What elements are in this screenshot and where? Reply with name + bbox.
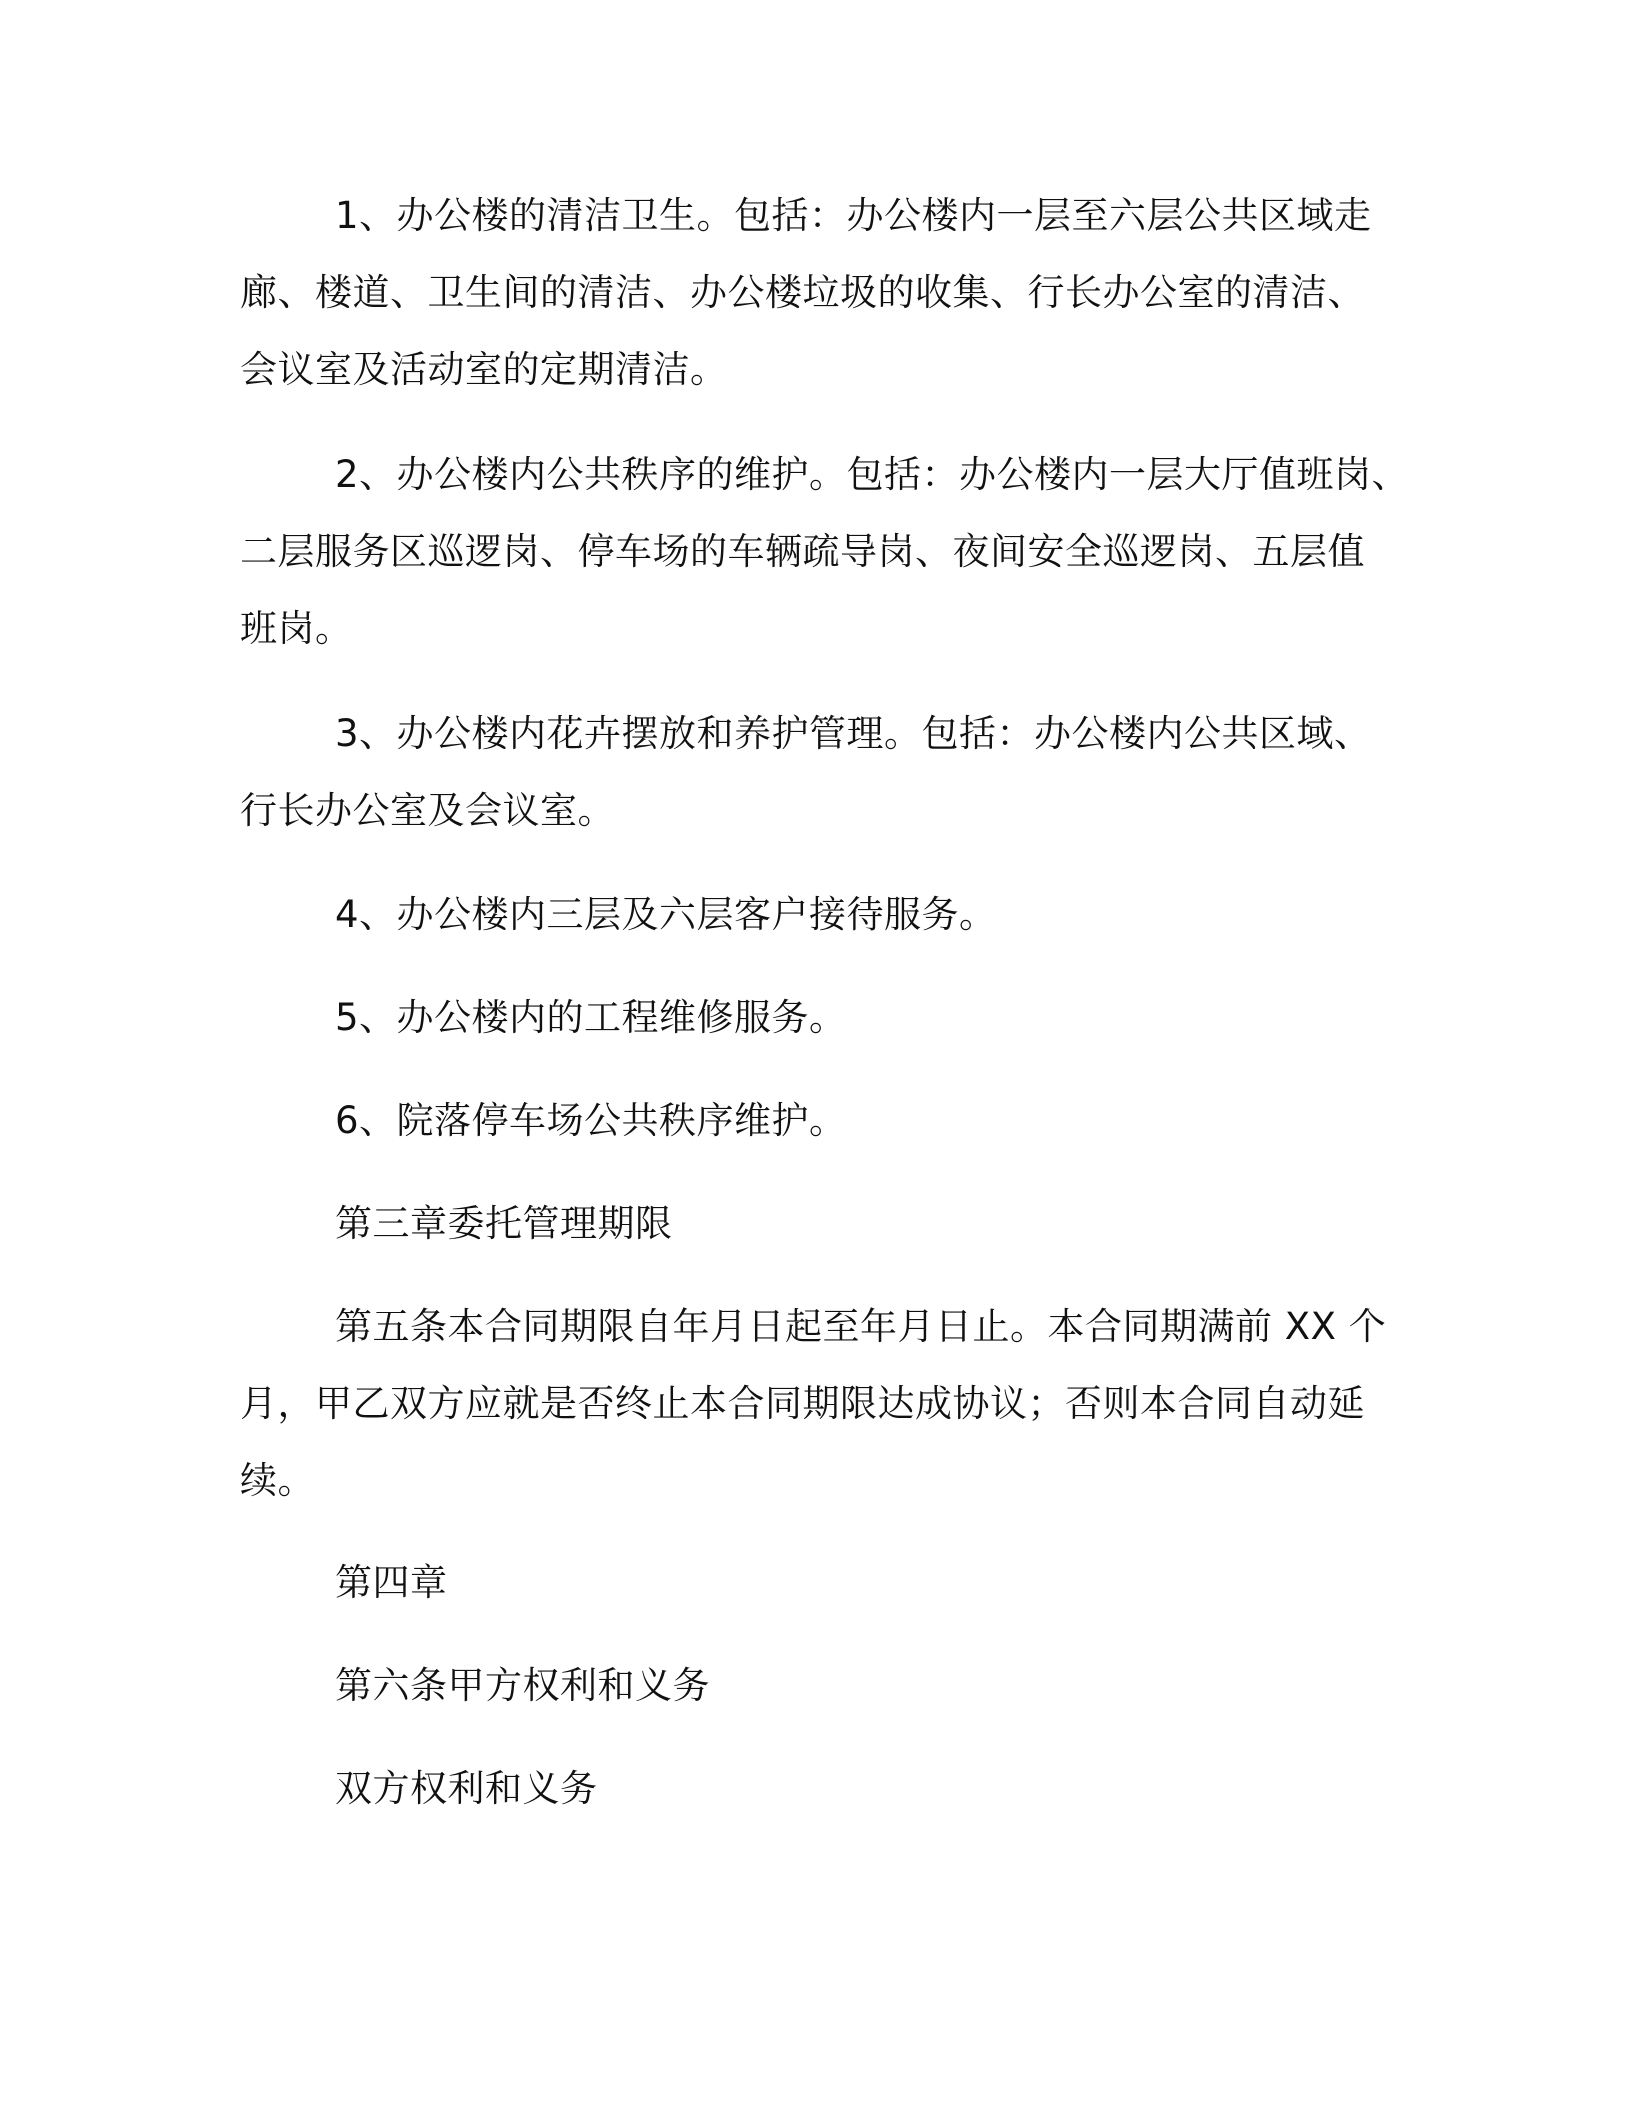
text-line: 二层服务区巡逻岗、停车场的车辆疏导岗、夜间安全巡逻岗、五层值 [240,530,1365,573]
text-line: 双方权利和义务 [335,1767,598,1810]
paragraph-item-6 [240,1082,1380,1159]
paragraph-item-2 [240,436,1410,667]
text-line: 5、办公楼内的工程维修服务。 [335,996,847,1039]
text-line: 2、办公楼内公共秩序的维护。包括：办公楼内一层大厅值班岗、 [335,453,1410,496]
text-line: 第四章 [335,1561,448,1604]
text-line: 廊、楼道、卫生间的清洁、办公楼垃圾的收集、行长办公室的清洁、 [240,271,1365,314]
text-line: 班岗。 [240,607,353,650]
paragraph-item-4 [240,876,1380,953]
text-line: 6、院落停车场公共秩序维护。 [335,1099,847,1142]
text-line: 第五条本合同期限自年月日起至年月日止。本合同期满前 XX 个 [335,1305,1387,1348]
paragraph-item-5 [240,979,1380,1056]
text-line: 会议室及活动室的定期清洁。 [240,348,728,391]
paragraph-item-1 [240,177,1380,408]
text-line: 4、办公楼内三层及六层客户接待服务。 [335,893,997,936]
article-6-heading [240,1647,1380,1724]
chapter-3-heading [240,1185,1380,1262]
text-line: 第六条甲方权利和义务 [335,1664,710,1707]
text-line: 续。 [240,1459,315,1502]
text-line: 行长办公室及会议室。 [240,789,615,832]
text-line: 第三章委托管理期限 [335,1202,673,1245]
chapter-4-heading [240,1544,1380,1621]
text-line: 月，甲乙双方应就是否终止本合同期限达成协议；否则本合同自动延 [240,1382,1365,1425]
rights-duties-heading [240,1750,1380,1827]
text-line: 3、办公楼内花卉摆放和养护管理。包括：办公楼内公共区域、 [335,712,1372,755]
paragraph-item-3 [240,695,1380,849]
text-line: 1、办公楼的清洁卫生。包括：办公楼内一层至六层公共区域走 [335,194,1372,237]
paragraph-article-5 [240,1288,1387,1519]
